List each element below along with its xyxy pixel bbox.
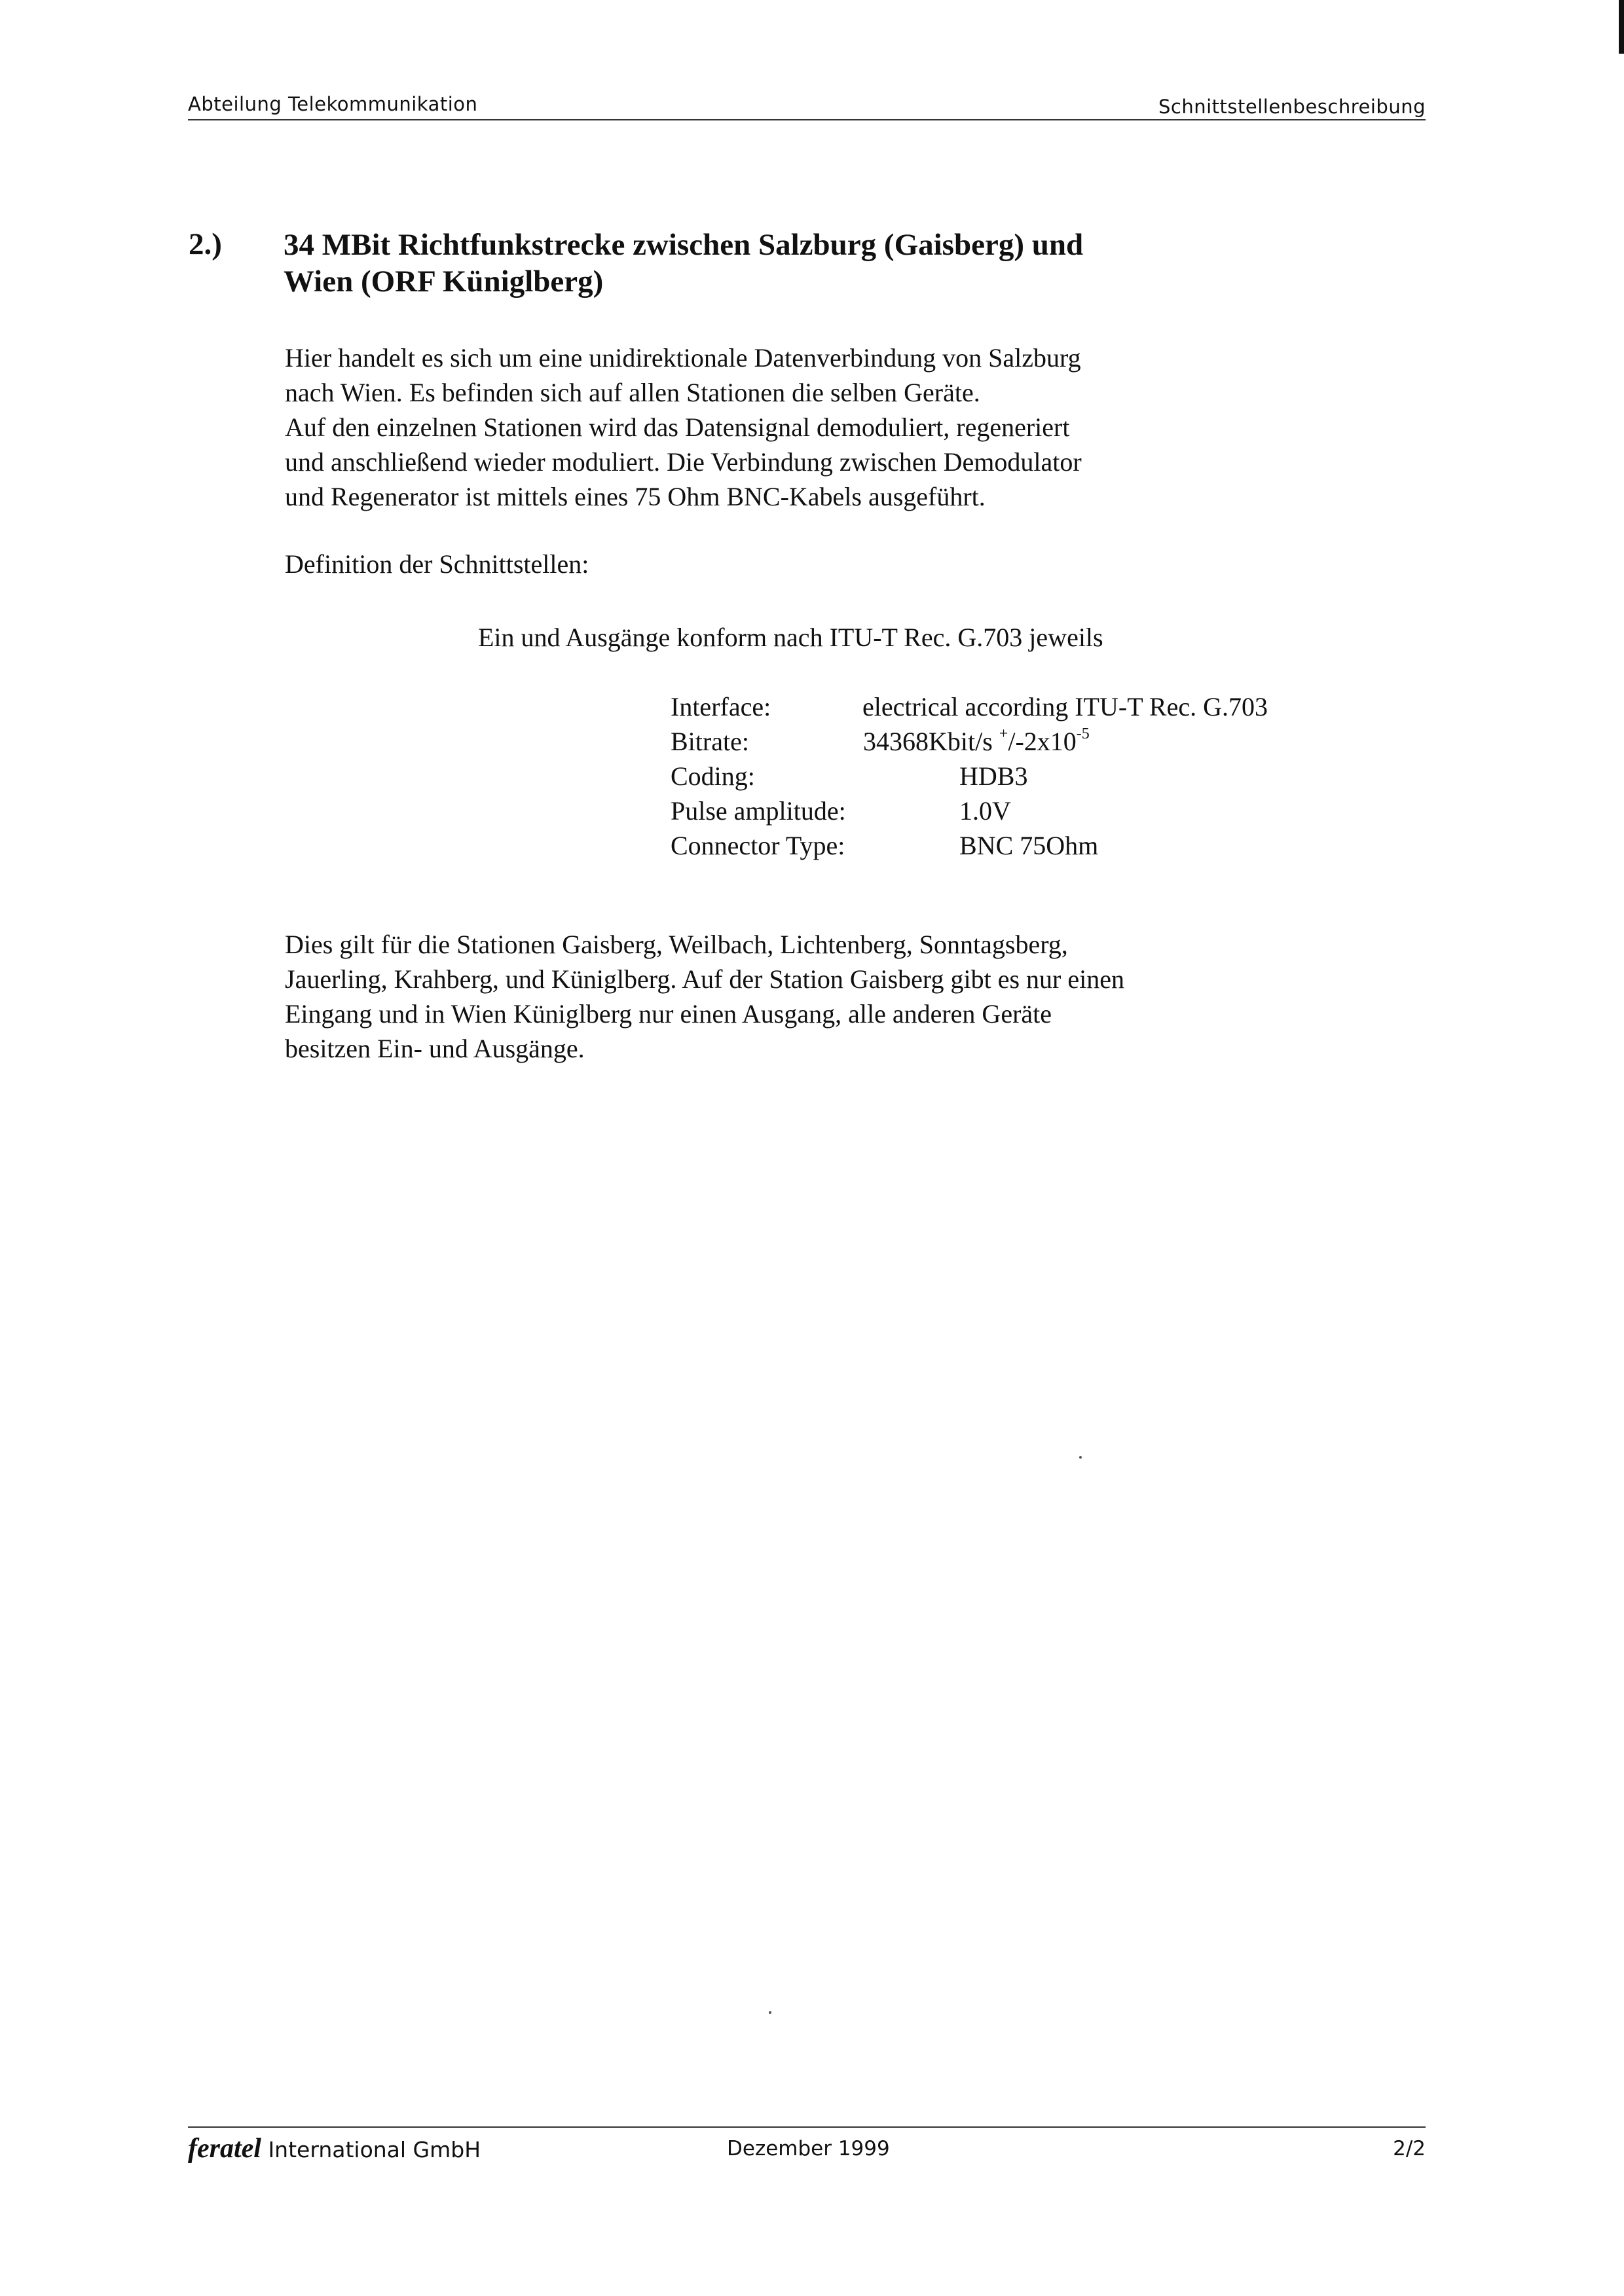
bitrate-plus-sup: + <box>999 725 1008 742</box>
spec-label-interface: Interface: <box>671 692 771 721</box>
paragraph-line: und Regenerator ist mittels eines 75 Ohm BNC-Kabels ausgeführt. <box>285 482 986 511</box>
paragraph-line: Dies gilt für die Stationen Gaisberg, Weilbach, Lichtenberg, Sonntagsberg, <box>285 930 1068 959</box>
spec-label-coding: Coding: <box>671 761 755 791</box>
intro-paragraph <box>285 340 1082 514</box>
footer-rule <box>188 2126 1426 2128</box>
bitrate-tolerance: /-2x10 <box>1008 727 1077 756</box>
footer-page-number: 2/2 <box>1393 2137 1426 2160</box>
header-rule <box>188 119 1426 120</box>
paragraph-line: und anschließend wieder moduliert. Die Verbindung zwischen Demodulator <box>285 447 1082 477</box>
header-doc-type: Schnittstellenbeschreibung <box>1158 96 1426 118</box>
paragraph-line: Auf den einzelnen Stationen wird das Datensignal demoduliert, regeneriert <box>285 412 1070 442</box>
spec-value-interface: electrical according ITU-T Rec. G.703 <box>862 692 1268 721</box>
scan-speck <box>769 2011 771 2014</box>
company-logo-text: feratel <box>188 2134 261 2164</box>
stations-paragraph <box>285 927 1124 1066</box>
section-title-line: Wien (ORF Küniglberg) <box>284 264 604 299</box>
footer-date: Dezember 1999 <box>727 2137 890 2160</box>
bitrate-value: 34368Kbit/s <box>863 727 993 756</box>
spec-value-connector-type: BNC 75Ohm <box>959 831 1099 860</box>
definition-label: Definition der Schnittstellen: <box>285 549 589 579</box>
spec-label-connector-type: Connector Type: <box>671 831 845 860</box>
bitrate-exponent: -5 <box>1076 725 1090 742</box>
footer-company <box>188 2133 481 2164</box>
spec-value-coding: HDB3 <box>959 761 1028 791</box>
company-name: International GmbH <box>268 2137 481 2162</box>
paragraph-line: Hier handelt es sich um eine unidirektionale Datenverbindung von Salzburg <box>285 343 1081 373</box>
header-department: Abteilung Telekommunikation <box>188 93 478 115</box>
spec-value-pulse-amplitude: 1.0V <box>959 796 1011 826</box>
section-number: 2.) <box>189 227 222 261</box>
paragraph-line: Jauerling, Krahberg, und Küniglberg. Auf der Station Gaisberg gibt es nur einen <box>285 964 1124 994</box>
conform-statement: Ein und Ausgänge konform nach ITU-T Rec. G.703 jeweils <box>478 623 1103 652</box>
section-title-line: 34 MBit Richtfunkstrecke zwischen Salzburg (Gaisberg) und <box>284 228 1084 262</box>
paragraph-line: Eingang und in Wien Küniglberg nur einen Ausgang, alle anderen Geräte <box>285 999 1052 1029</box>
paragraph-line: besitzen Ein- und Ausgänge. <box>285 1034 585 1063</box>
scan-edge-mark <box>1619 0 1624 54</box>
paragraph-line: nach Wien. Es befinden sich auf allen Stationen die selben Geräte. <box>285 378 980 407</box>
section-title <box>284 227 1266 300</box>
spec-label-pulse-amplitude: Pulse amplitude: <box>671 796 846 826</box>
scan-speck <box>1079 1456 1082 1459</box>
spec-value-bitrate <box>863 724 1090 759</box>
spec-label-bitrate: Bitrate: <box>671 727 749 756</box>
